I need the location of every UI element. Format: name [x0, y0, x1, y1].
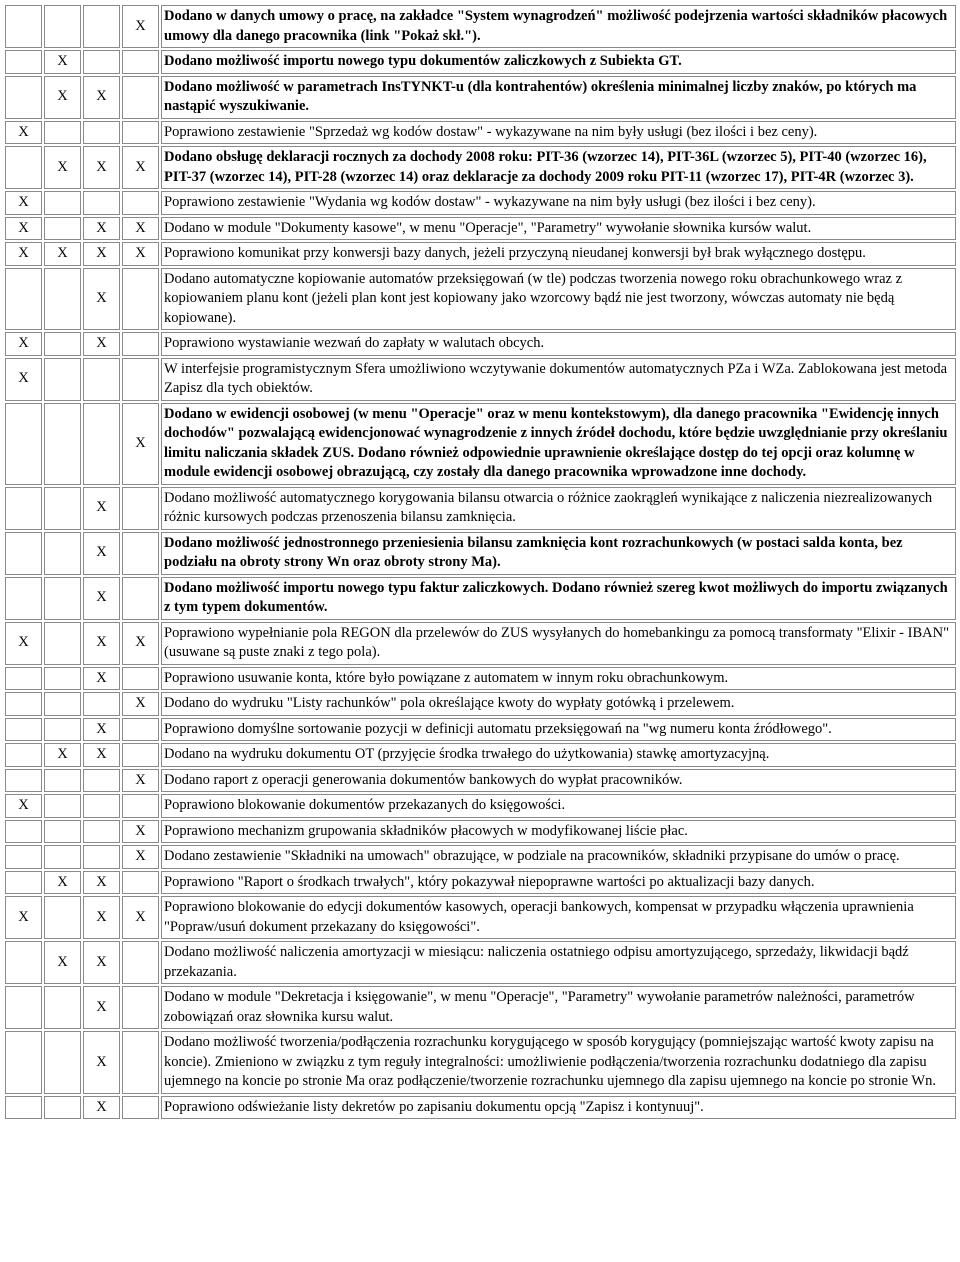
mark-cell-4: X: [122, 692, 159, 716]
mark-cell-3: X: [83, 1096, 120, 1120]
table-row: [5, 769, 956, 793]
mark-cell-4: [122, 487, 159, 530]
mark-cell-2: [44, 358, 81, 401]
mark-cell-1: X: [5, 217, 42, 241]
change-description: Poprawiono usuwanie konta, które było powiązane z automatem w innym roku obrachunkowym.: [161, 667, 956, 691]
mark-cell-1: [5, 820, 42, 844]
mark-cell-2: [44, 1031, 81, 1094]
table-row: [5, 358, 956, 401]
change-description: W interfejsie programistycznym Sfera umożliwiono wczytywanie dokumentów automatycznych PZa i WZa. Zablokowana jest metoda Zapisz dla tych obiektów.: [161, 358, 956, 401]
mark-cell-3: X: [83, 217, 120, 241]
mark-cell-4: [122, 76, 159, 119]
changelog-table: [3, 3, 958, 1121]
change-description: Dodano możliwość naliczenia amortyzacji w miesiącu: naliczenia ostatniego odpisu amortyzującego, sprzedaży, likwidacji bądź przekazania.: [161, 941, 956, 984]
table-row: [5, 692, 956, 716]
mark-cell-2: X: [44, 242, 81, 266]
mark-cell-3: X: [83, 76, 120, 119]
mark-cell-3: X: [83, 532, 120, 575]
mark-cell-1: [5, 146, 42, 189]
change-description: Poprawiono odświeżanie listy dekretów po zapisaniu dokumentu opcją "Zapisz i kontynuuj".: [161, 1096, 956, 1120]
change-description: Dodano możliwość importu nowego typu faktur zaliczkowych. Dodano również szereg kwot możliwych do importu związanych z tym typem dokumentów.: [161, 577, 956, 620]
mark-cell-4: [122, 794, 159, 818]
mark-cell-1: [5, 403, 42, 485]
changelog-body: [5, 5, 956, 1119]
table-row: [5, 941, 956, 984]
mark-cell-4: X: [122, 769, 159, 793]
mark-cell-2: X: [44, 50, 81, 74]
mark-cell-2: X: [44, 76, 81, 119]
mark-cell-1: X: [5, 794, 42, 818]
mark-cell-1: X: [5, 242, 42, 266]
mark-cell-4: [122, 743, 159, 767]
mark-cell-1: [5, 76, 42, 119]
change-description: Dodano możliwość w parametrach InsTYNKT-u (dla kontrahentów) określenia minimalnej liczby znaków, po których ma nastąpić wyszukiwanie.: [161, 76, 956, 119]
mark-cell-4: X: [122, 217, 159, 241]
table-row: [5, 76, 956, 119]
mark-cell-1: X: [5, 358, 42, 401]
mark-cell-1: X: [5, 332, 42, 356]
change-description: Dodano możliwość tworzenia/podłączenia rozrachunku korygującego w sposób korygujący (pomniejszając wartość kwoty zapisu na koncie). Zmieniono w związku z tym reguły integralności: umożliwienie podłączenia/tworzenia rozrachunku dodatniego dla zapisu ujemnego na koncie po stronie Ma oraz podłączenie/tworzenie rozrachunku ujemnego dla zapisu ujemnego na koncie po stronie Wn.: [161, 1031, 956, 1094]
table-row: [5, 403, 956, 485]
mark-cell-4: [122, 50, 159, 74]
change-description: Poprawiono zestawienie "Sprzedaż wg kodów dostaw" - wykazywane na nim były usługi (bez ilości i bez ceny).: [161, 121, 956, 145]
mark-cell-4: [122, 986, 159, 1029]
mark-cell-2: X: [44, 146, 81, 189]
mark-cell-3: [83, 358, 120, 401]
mark-cell-4: [122, 577, 159, 620]
table-row: [5, 622, 956, 665]
change-description: Poprawiono wystawianie wezwań do zapłaty w walutach obcych.: [161, 332, 956, 356]
mark-cell-3: X: [83, 622, 120, 665]
mark-cell-1: [5, 941, 42, 984]
mark-cell-1: [5, 1096, 42, 1120]
table-row: [5, 667, 956, 691]
mark-cell-2: X: [44, 871, 81, 895]
mark-cell-3: X: [83, 146, 120, 189]
mark-cell-2: [44, 268, 81, 331]
mark-cell-2: X: [44, 743, 81, 767]
table-row: [5, 242, 956, 266]
change-description: Dodano w module "Dekretacja i księgowanie", w menu "Operacje", "Parametry" wywołanie parametrów należności, parametrów zobowiązań oraz słownika kursu walut.: [161, 986, 956, 1029]
mark-cell-2: [44, 577, 81, 620]
mark-cell-3: [83, 5, 120, 48]
table-row: [5, 1031, 956, 1094]
mark-cell-4: [122, 191, 159, 215]
change-description: Poprawiono zestawienie "Wydania wg kodów dostaw" - wykazywane na nim były usługi (bez ilości i bez ceny).: [161, 191, 956, 215]
table-row: [5, 845, 956, 869]
mark-cell-1: [5, 1031, 42, 1094]
mark-cell-1: [5, 5, 42, 48]
mark-cell-1: [5, 871, 42, 895]
mark-cell-1: [5, 743, 42, 767]
change-description: Poprawiono "Raport o środkach trwałych", który pokazywał niepoprawne wartości po aktualizacji bazy danych.: [161, 871, 956, 895]
mark-cell-1: [5, 692, 42, 716]
mark-cell-2: [44, 622, 81, 665]
table-row: [5, 146, 956, 189]
mark-cell-4: [122, 871, 159, 895]
mark-cell-2: [44, 532, 81, 575]
mark-cell-3: [83, 50, 120, 74]
mark-cell-1: X: [5, 896, 42, 939]
mark-cell-2: [44, 718, 81, 742]
change-description: Poprawiono blokowanie dokumentów przekazanych do księgowości.: [161, 794, 956, 818]
mark-cell-2: [44, 794, 81, 818]
table-row: [5, 487, 956, 530]
mark-cell-3: X: [83, 718, 120, 742]
mark-cell-1: [5, 718, 42, 742]
mark-cell-3: X: [83, 487, 120, 530]
mark-cell-3: X: [83, 896, 120, 939]
mark-cell-2: [44, 403, 81, 485]
table-row: [5, 268, 956, 331]
mark-cell-1: [5, 532, 42, 575]
mark-cell-3: [83, 692, 120, 716]
mark-cell-4: [122, 332, 159, 356]
mark-cell-4: X: [122, 146, 159, 189]
mark-cell-2: [44, 5, 81, 48]
mark-cell-3: [83, 845, 120, 869]
table-row: [5, 191, 956, 215]
mark-cell-3: X: [83, 332, 120, 356]
table-row: [5, 794, 956, 818]
mark-cell-4: X: [122, 845, 159, 869]
mark-cell-4: [122, 1031, 159, 1094]
change-description: Dodano w danych umowy o pracę, na zakładce "System wynagrodzeń" możliwość podejrzenia wartości składników płacowych umowy dla danego pracownika (link "Pokaż skł.").: [161, 5, 956, 48]
table-row: [5, 1096, 956, 1120]
mark-cell-1: [5, 667, 42, 691]
mark-cell-1: [5, 268, 42, 331]
table-row: [5, 820, 956, 844]
table-row: [5, 5, 956, 48]
mark-cell-2: [44, 769, 81, 793]
change-description: Dodano do wydruku "Listy rachunków" pola określające kwoty do wypłaty gotówką i przelewem.: [161, 692, 956, 716]
mark-cell-3: X: [83, 268, 120, 331]
mark-cell-1: [5, 577, 42, 620]
mark-cell-1: [5, 769, 42, 793]
change-description: Poprawiono wypełnianie pola REGON dla przelewów do ZUS wysyłanych do homebankingu za pomocą transformaty "Elixir - IBAN" (usuwane są puste znaki z tego pola).: [161, 622, 956, 665]
mark-cell-3: [83, 403, 120, 485]
mark-cell-3: [83, 820, 120, 844]
mark-cell-1: [5, 487, 42, 530]
mark-cell-4: [122, 667, 159, 691]
mark-cell-3: X: [83, 242, 120, 266]
mark-cell-4: [122, 268, 159, 331]
change-description: Dodano w module "Dokumenty kasowe", w menu "Operacje", "Parametry" wywołanie słownika kursów walut.: [161, 217, 956, 241]
mark-cell-4: X: [122, 403, 159, 485]
mark-cell-2: [44, 191, 81, 215]
mark-cell-4: [122, 941, 159, 984]
table-row: [5, 217, 956, 241]
mark-cell-2: X: [44, 941, 81, 984]
mark-cell-2: [44, 667, 81, 691]
mark-cell-3: X: [83, 743, 120, 767]
table-row: [5, 718, 956, 742]
change-description: Dodano automatyczne kopiowanie automatów przeksięgowań (w tle) podczas tworzenia nowego roku obrachunkowego wraz z kopiowaniem planu kont (jeżeli plan kont jest kopiowany jako wzorcowy bądź nie jest tworzony, wówczas automaty nie będą kopiowane).: [161, 268, 956, 331]
mark-cell-4: X: [122, 5, 159, 48]
mark-cell-2: [44, 692, 81, 716]
change-description: Dodano na wydruku dokumentu OT (przyjęcie środka trwałego do użytkowania) stawkę amortyzacyjną.: [161, 743, 956, 767]
mark-cell-2: [44, 332, 81, 356]
change-description: Dodano możliwość importu nowego typu dokumentów zaliczkowych z Subiekta GT.: [161, 50, 956, 74]
table-row: [5, 121, 956, 145]
table-row: [5, 896, 956, 939]
mark-cell-4: [122, 1096, 159, 1120]
mark-cell-2: [44, 1096, 81, 1120]
mark-cell-3: X: [83, 1031, 120, 1094]
mark-cell-1: X: [5, 121, 42, 145]
change-description: Dodano zestawienie "Składniki na umowach" obrazujące, w podziale na pracowników, składniki przypisane do umów o pracę.: [161, 845, 956, 869]
change-description: Poprawiono domyślne sortowanie pozycji w definicji automatu przeksięgowań na "wg numeru konta źródłowego".: [161, 718, 956, 742]
mark-cell-4: [122, 121, 159, 145]
mark-cell-1: [5, 986, 42, 1029]
table-row: [5, 532, 956, 575]
mark-cell-3: X: [83, 986, 120, 1029]
mark-cell-3: X: [83, 577, 120, 620]
mark-cell-3: [83, 191, 120, 215]
mark-cell-2: [44, 121, 81, 145]
mark-cell-1: [5, 50, 42, 74]
change-description: Dodano raport z operacji generowania dokumentów bankowych do wypłat pracowników.: [161, 769, 956, 793]
change-description: Dodano w ewidencji osobowej (w menu "Operacje" oraz w menu kontekstowym), dla danego pracownika "Ewidencję innych dochodów" pozwalającą ewidencjonować wynagrodzenie z innych źródeł dochodu, które będzie uwzględnianie przy określaniu limitu naliczania składek ZUS. Dodano również odpowiednie uprawnienie określające dostęp do tej opcji oraz kolumnę w module ewidencji osobowej obrazującą, czy zostały dla danego pracownika wprowadzone inne dochody.: [161, 403, 956, 485]
change-description: Dodano obsługę deklaracji rocznych za dochody 2008 roku: PIT-36 (wzorzec 14), PIT-36L (wzorzec 5), PIT-40 (wzorzec 16), PIT-37 (wzorzec 14), PIT-28 (wzorzec 14) oraz deklaracje za dochody 2009 roku PIT-11 (wzorzec 17), PIT-4R (wzorzec 3).: [161, 146, 956, 189]
mark-cell-1: [5, 845, 42, 869]
mark-cell-3: [83, 121, 120, 145]
change-description: Dodano możliwość automatycznego korygowania bilansu otwarcia o różnice zaokrągleń wynikające z naliczenia niezrealizowanych różnic kursowych podczas przenoszenia bilansu zamknięcia.: [161, 487, 956, 530]
change-description: Poprawiono blokowanie do edycji dokumentów kasowych, operacji bankowych, kompensat w przypadku włączenia uprawnienia "Popraw/usuń dokument przekazany do księgowości".: [161, 896, 956, 939]
mark-cell-3: [83, 769, 120, 793]
mark-cell-2: [44, 820, 81, 844]
mark-cell-2: [44, 986, 81, 1029]
table-row: [5, 986, 956, 1029]
table-row: [5, 50, 956, 74]
mark-cell-3: X: [83, 871, 120, 895]
table-row: [5, 743, 956, 767]
change-description: Dodano możliwość jednostronnego przeniesienia bilansu zamknięcia kont rozrachunkowych (w postaci salda konta, bez podziału na obroty strony Wn oraz obroty strony Ma).: [161, 532, 956, 575]
table-row: [5, 332, 956, 356]
mark-cell-4: X: [122, 820, 159, 844]
change-description: Poprawiono mechanizm grupowania składników płacowych w modyfikowanej liście płac.: [161, 820, 956, 844]
table-row: [5, 871, 956, 895]
mark-cell-4: [122, 358, 159, 401]
mark-cell-4: X: [122, 242, 159, 266]
mark-cell-1: X: [5, 622, 42, 665]
mark-cell-2: [44, 896, 81, 939]
mark-cell-2: [44, 845, 81, 869]
mark-cell-4: X: [122, 896, 159, 939]
mark-cell-4: X: [122, 622, 159, 665]
mark-cell-2: [44, 487, 81, 530]
mark-cell-3: [83, 794, 120, 818]
mark-cell-4: [122, 718, 159, 742]
mark-cell-3: X: [83, 667, 120, 691]
table-row: [5, 577, 956, 620]
mark-cell-2: [44, 217, 81, 241]
mark-cell-3: X: [83, 941, 120, 984]
mark-cell-4: [122, 532, 159, 575]
change-description: Poprawiono komunikat przy konwersji bazy danych, jeżeli przyczyną nieudanej konwersji był brak wyłącznego dostępu.: [161, 242, 956, 266]
mark-cell-1: X: [5, 191, 42, 215]
